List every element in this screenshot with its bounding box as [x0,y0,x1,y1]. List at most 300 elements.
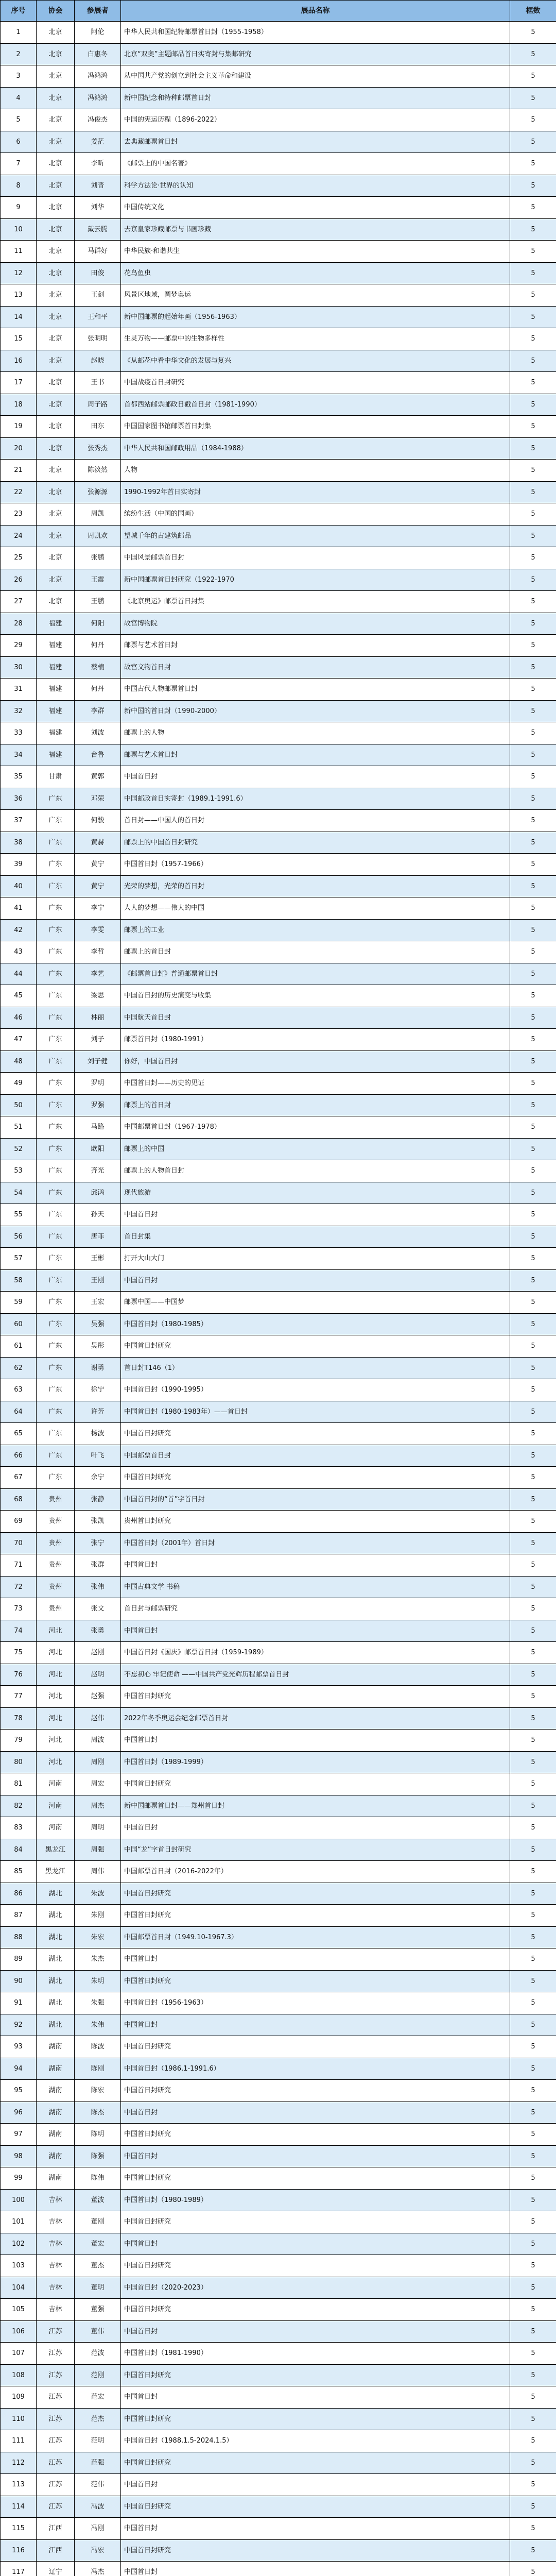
cell-exhibit-title: 1990-1992年首日实寄封 [121,481,510,503]
table-row [1,2518,556,2540]
cell-frames: 5 [510,810,556,832]
cell-exhibitor: 王震 [75,569,121,591]
table-row [1,547,556,569]
cell-exhibitor: 王剑 [75,284,121,307]
table-row [1,2299,556,2321]
cell-exhibit-title: 人人的梦想——伟大的中国 [121,897,510,920]
cell-no: 75 [1,1642,37,1664]
cell-no: 3 [1,65,37,88]
cell-exhibit-title: 中国首日封研究 [121,2167,510,2190]
cell-association: 北京 [37,591,75,613]
cell-exhibit-title: 中国首日封研究 [121,1335,510,1358]
cell-frames: 5 [510,437,556,460]
cell-no: 89 [1,1948,37,1971]
cell-no: 101 [1,2211,37,2233]
cell-no: 15 [1,328,37,350]
table-row [1,1313,556,1335]
cell-exhibitor: 蔡楠 [75,656,121,679]
cell-exhibitor: 戴云腾 [75,218,121,241]
cell-frames: 5 [510,832,556,854]
column-header-frames: 框数 [510,1,556,22]
table-row [1,700,556,722]
cell-no: 104 [1,2277,37,2299]
table-row [1,1488,556,1511]
cell-exhibitor: 张源源 [75,481,121,503]
cell-frames: 5 [510,2167,556,2190]
cell-no: 93 [1,2036,37,2058]
cell-exhibitor: 范伟 [75,2474,121,2496]
cell-association: 湖北 [37,1948,75,1971]
cell-association: 吉林 [37,2211,75,2233]
cell-association: 广东 [37,1357,75,1379]
cell-exhibitor: 冯波 [75,2496,121,2518]
cell-no: 17 [1,372,37,394]
cell-exhibit-title: 邮票上的人物首日封 [121,1160,510,1182]
table-row [1,525,556,547]
table-row [1,2167,556,2190]
table-row [1,1839,556,1861]
table-row [1,1751,556,1773]
cell-exhibitor: 周强 [75,1839,121,1861]
cell-frames: 5 [510,2562,556,2576]
cell-no: 88 [1,1926,37,1948]
cell-exhibitor: 李昕 [75,153,121,175]
cell-association: 湖南 [37,2145,75,2167]
cell-no: 13 [1,284,37,307]
cell-exhibit-title: 中国首日封（1986.1-1991.6） [121,2058,510,2080]
cell-association: 北京 [37,416,75,438]
cell-exhibitor: 张静 [75,1488,121,1511]
cell-no: 86 [1,1883,37,1905]
cell-exhibitor: 刘晋 [75,175,121,197]
cell-no: 95 [1,2080,37,2102]
table-row [1,2496,556,2518]
table-row [1,2014,556,2036]
cell-exhibitor: 邓荣 [75,788,121,810]
cell-exhibit-title: 打开大山大门 [121,1248,510,1270]
cell-no: 21 [1,460,37,482]
cell-exhibit-title: 中国首日封 [121,1620,510,1642]
cell-association: 广东 [37,832,75,854]
cell-exhibitor: 陈杰 [75,2102,121,2124]
cell-exhibit-title: 邮票与艺术首日封 [121,635,510,657]
cell-exhibitor: 梁思 [75,985,121,1007]
cell-no: 9 [1,197,37,219]
cell-frames: 5 [510,1226,556,1248]
table-row [1,1795,556,1817]
cell-association: 广东 [37,875,75,897]
cell-association: 广东 [37,919,75,941]
table-row [1,766,556,788]
table-row [1,1401,556,1423]
cell-exhibit-title: 中国古代人物邮票首日封 [121,679,510,701]
cell-association: 湖南 [37,2124,75,2146]
cell-frames: 5 [510,1839,556,1861]
cell-association: 北京 [37,262,75,284]
cell-frames: 5 [510,1379,556,1401]
cell-frames: 5 [510,985,556,1007]
cell-exhibit-title: 缤纷生活（中国的国画） [121,503,510,526]
cell-association: 贵州 [37,1554,75,1577]
cell-no: 84 [1,1839,37,1861]
cell-exhibitor: 张文 [75,1598,121,1620]
cell-exhibit-title: 新中国纪念和特种邮票首日封 [121,87,510,109]
cell-association: 北京 [37,22,75,44]
table-row [1,1379,556,1401]
table-row [1,722,556,744]
cell-frames: 5 [510,1642,556,1664]
cell-frames: 5 [510,1269,556,1292]
cell-no: 6 [1,131,37,153]
cell-association: 北京 [37,241,75,263]
table-row [1,1007,556,1029]
cell-association: 广东 [37,985,75,1007]
cell-exhibitor: 何丹 [75,679,121,701]
cell-exhibit-title: 中国首日封研究 [121,2255,510,2277]
cell-exhibit-title: 中国首日封 [121,2386,510,2409]
cell-frames: 5 [510,1795,556,1817]
cell-exhibit-title: 中国首日封 [121,2518,510,2540]
cell-exhibit-title: 中国首日封（1981-1990） [121,2343,510,2365]
cell-exhibit-title: 不忘初心 牢记使命 ——中国共产党光辉历程邮票首日封 [121,1664,510,1686]
cell-exhibit-title: 风景区地域，圆梦奥运 [121,284,510,307]
cell-exhibit-title: 中国首日封研究 [121,2211,510,2233]
table-row [1,197,556,219]
cell-association: 河北 [37,1707,75,1730]
cell-association: 广东 [37,1182,75,1204]
cell-exhibitor: 许芳 [75,1401,121,1423]
table-row [1,1029,556,1051]
cell-frames: 5 [510,2080,556,2102]
cell-exhibitor: 董强 [75,2299,121,2321]
cell-frames: 5 [510,2277,556,2299]
cell-association: 湖北 [37,1905,75,1927]
cell-frames: 5 [510,1050,556,1073]
cell-exhibit-title: 中国邮票首日封（1949.10-1967.3） [121,1926,510,1948]
cell-exhibit-title: 中国首日封（1990-1995） [121,1379,510,1401]
cell-exhibitor: 陈宏 [75,2080,121,2102]
table-row [1,1511,556,1533]
cell-no: 94 [1,2058,37,2080]
cell-no: 74 [1,1620,37,1642]
cell-frames: 5 [510,43,556,65]
table-row [1,241,556,263]
cell-exhibitor: 范波 [75,2343,121,2365]
cell-association: 广东 [37,1269,75,1292]
table-row [1,1357,556,1379]
cell-exhibit-title: 中国首日封研究 [121,1423,510,1445]
cell-frames: 5 [510,131,556,153]
cell-exhibit-title: 中国首日封（2020-2023） [121,2277,510,2299]
cell-frames: 5 [510,262,556,284]
cell-no: 20 [1,437,37,460]
cell-no: 14 [1,306,37,328]
cell-exhibitor: 朱伟 [75,2014,121,2036]
cell-exhibitor: 王彬 [75,1248,121,1270]
cell-association: 广东 [37,1292,75,1314]
cell-no: 4 [1,87,37,109]
cell-frames: 5 [510,2474,556,2496]
cell-exhibit-title: 《邮票首日封》普通邮票首日封 [121,963,510,985]
cell-exhibit-title: 中国首日封研究 [121,2036,510,2058]
cell-association: 福建 [37,679,75,701]
cell-exhibit-title: 中国首日封 [121,2233,510,2255]
cell-frames: 5 [510,1554,556,1577]
cell-no: 45 [1,985,37,1007]
cell-exhibitor: 冯刚 [75,2518,121,2540]
cell-association: 广东 [37,1138,75,1160]
table-row [1,1707,556,1730]
table-row [1,810,556,832]
cell-frames: 5 [510,591,556,613]
cell-exhibitor: 唐菲 [75,1226,121,1248]
cell-exhibitor: 冯鸿鸿 [75,65,121,88]
cell-no: 27 [1,591,37,613]
cell-exhibitor: 黄郭 [75,766,121,788]
cell-association: 北京 [37,569,75,591]
cell-no: 28 [1,613,37,635]
cell-exhibitor: 刘波 [75,722,121,744]
cell-association: 北京 [37,175,75,197]
cell-no: 92 [1,2014,37,2036]
table-row [1,919,556,941]
cell-frames: 5 [510,1204,556,1226]
cell-association: 河北 [37,1686,75,1708]
cell-exhibit-title: 科学方法论·世界的认知 [121,175,510,197]
cell-frames: 5 [510,1488,556,1511]
cell-association: 江苏 [37,2474,75,2496]
table-row [1,1554,556,1577]
cell-no: 82 [1,1795,37,1817]
cell-exhibitor: 董宏 [75,2233,121,2255]
cell-no: 52 [1,1138,37,1160]
column-header-no: 序号 [1,1,37,22]
cell-exhibitor: 白惠冬 [75,43,121,65]
cell-exhibit-title: 中国首日封研究 [121,2080,510,2102]
cell-frames: 5 [510,1138,556,1160]
cell-frames: 5 [510,941,556,963]
cell-exhibit-title: 中国的宪运历程（1896-2022） [121,109,510,131]
table-row [1,328,556,350]
cell-exhibit-title: 邮票中国——中国梦 [121,1292,510,1314]
table-row [1,1467,556,1489]
table-row [1,854,556,876]
column-header-exhibit-title: 展品名称 [121,1,510,22]
cell-no: 111 [1,2430,37,2452]
cell-no: 58 [1,1269,37,1292]
table-row [1,1948,556,1971]
cell-association: 广东 [37,1116,75,1139]
cell-association: 吉林 [37,2277,75,2299]
cell-exhibit-title: 中华民族·和谐共生 [121,241,510,263]
cell-frames: 5 [510,897,556,920]
header-row [1,1,556,22]
cell-frames: 5 [510,2518,556,2540]
cell-exhibitor: 张群 [75,1554,121,1577]
cell-exhibitor: 朱宏 [75,1926,121,1948]
cell-association: 福建 [37,722,75,744]
cell-frames: 5 [510,1532,556,1554]
cell-exhibitor: 周子路 [75,394,121,416]
cell-exhibit-title: 新中国邮票首日封——郑州首日封 [121,1795,510,1817]
cell-exhibitor: 周杰 [75,1795,121,1817]
cell-exhibit-title: 故宫博物院 [121,613,510,635]
cell-no: 24 [1,525,37,547]
cell-association: 北京 [37,437,75,460]
cell-exhibit-title: 中国首日封 [121,1269,510,1292]
table-row [1,1204,556,1226]
cell-no: 115 [1,2518,37,2540]
cell-association: 湖北 [37,1992,75,2014]
table-row [1,875,556,897]
cell-association: 福建 [37,613,75,635]
cell-exhibit-title: 中国航天首日封 [121,1007,510,1029]
cell-exhibitor: 董伟 [75,2320,121,2343]
cell-exhibit-title: 中国首日封 [121,2562,510,2576]
cell-exhibit-title: 邮票上的工业 [121,919,510,941]
cell-association: 湖北 [37,1926,75,1948]
cell-frames: 5 [510,153,556,175]
cell-no: 10 [1,218,37,241]
cell-no: 107 [1,2343,37,2365]
cell-exhibit-title: 中国首日封 [121,766,510,788]
cell-exhibitor: 徐宁 [75,1379,121,1401]
cell-exhibitor: 林丽 [75,1007,121,1029]
cell-exhibitor: 田东 [75,416,121,438]
cell-exhibit-title: 去京皇家珍藏邮票与书画珍藏 [121,218,510,241]
cell-no: 43 [1,941,37,963]
cell-association: 北京 [37,87,75,109]
cell-association: 河南 [37,1795,75,1817]
cell-no: 96 [1,2102,37,2124]
cell-exhibit-title: 中国首日封 [121,1554,510,1577]
cell-no: 38 [1,832,37,854]
cell-association: 北京 [37,394,75,416]
cell-exhibit-title: 中国首日封研究 [121,2124,510,2146]
table-row [1,1861,556,1883]
cell-exhibit-title: 花鸟鱼虫 [121,262,510,284]
cell-no: 77 [1,1686,37,1708]
cell-exhibitor: 周波 [75,1730,121,1752]
cell-exhibitor: 范强 [75,2452,121,2474]
cell-association: 北京 [37,284,75,307]
cell-no: 47 [1,1029,37,1051]
cell-exhibitor: 范宏 [75,2386,121,2409]
cell-association: 江苏 [37,2386,75,2409]
cell-exhibitor: 张勇 [75,1620,121,1642]
cell-no: 51 [1,1116,37,1139]
cell-frames: 5 [510,569,556,591]
cell-no: 68 [1,1488,37,1511]
table-row [1,2233,556,2255]
cell-association: 北京 [37,109,75,131]
cell-no: 87 [1,1905,37,1927]
cell-frames: 5 [510,22,556,44]
cell-association: 北京 [37,460,75,482]
cell-association: 吉林 [37,2233,75,2255]
cell-frames: 5 [510,1313,556,1335]
cell-exhibit-title: 中国首日封（1956-1963） [121,1992,510,2014]
cell-association: 湖南 [37,2036,75,2058]
cell-association: 广东 [37,1467,75,1489]
cell-no: 55 [1,1204,37,1226]
table-row [1,153,556,175]
cell-association: 北京 [37,65,75,88]
cell-association: 福建 [37,744,75,766]
cell-frames: 5 [510,525,556,547]
cell-frames: 5 [510,2014,556,2036]
cell-frames: 5 [510,547,556,569]
cell-exhibitor: 张伟 [75,1576,121,1598]
cell-exhibit-title: 中国首日封 [121,1948,510,1971]
cell-exhibitor: 范杰 [75,2408,121,2430]
table-row [1,460,556,482]
cell-frames: 5 [510,766,556,788]
cell-no: 31 [1,679,37,701]
cell-no: 61 [1,1335,37,1358]
cell-exhibit-title: 中国首日封 [121,1730,510,1752]
table-row [1,1073,556,1095]
cell-no: 48 [1,1050,37,1073]
cell-exhibitor: 周明 [75,1817,121,1839]
cell-exhibit-title: 现代旅游 [121,1182,510,1204]
cell-association: 广东 [37,1204,75,1226]
table-row [1,1423,556,1445]
cell-association: 广东 [37,854,75,876]
cell-no: 67 [1,1467,37,1489]
cell-exhibit-title: 《北京奥运》邮票首日封集 [121,591,510,613]
cell-frames: 5 [510,1707,556,1730]
cell-frames: 5 [510,2036,556,2058]
cell-no: 54 [1,1182,37,1204]
table-row [1,109,556,131]
cell-association: 湖北 [37,1883,75,1905]
cell-no: 100 [1,2189,37,2211]
cell-frames: 5 [510,1007,556,1029]
cell-association: 广东 [37,1445,75,1467]
cell-association: 北京 [37,131,75,153]
cell-no: 59 [1,1292,37,1314]
table-row [1,175,556,197]
cell-exhibit-title: 中国首日封——历史的见证 [121,1073,510,1095]
cell-no: 23 [1,503,37,526]
cell-exhibit-title: 中国首日封（1988.1.5-2024.1.5） [121,2430,510,2452]
cell-exhibitor: 马路 [75,1116,121,1139]
cell-exhibitor: 冯宏 [75,2539,121,2562]
cell-frames: 5 [510,722,556,744]
cell-no: 103 [1,2255,37,2277]
cell-frames: 5 [510,2452,556,2474]
cell-exhibit-title: 中国首日封研究 [121,1905,510,1927]
cell-exhibitor: 张凯 [75,1511,121,1533]
cell-exhibitor: 谢勇 [75,1357,121,1379]
cell-frames: 5 [510,1576,556,1598]
table-row [1,481,556,503]
cell-frames: 5 [510,460,556,482]
cell-no: 79 [1,1730,37,1752]
cell-association: 江西 [37,2539,75,2562]
table-row [1,1335,556,1358]
cell-frames: 5 [510,1094,556,1116]
cell-frames: 5 [510,503,556,526]
cell-no: 19 [1,416,37,438]
cell-exhibit-title: 《从邮花中看中华文化的发展与复兴 [121,350,510,372]
table-row [1,1050,556,1073]
cell-exhibit-title: 中国首日封研究 [121,2364,510,2386]
cell-exhibitor: 张宁 [75,1532,121,1554]
table-row [1,1992,556,2014]
cell-association: 黑龙江 [37,1839,75,1861]
